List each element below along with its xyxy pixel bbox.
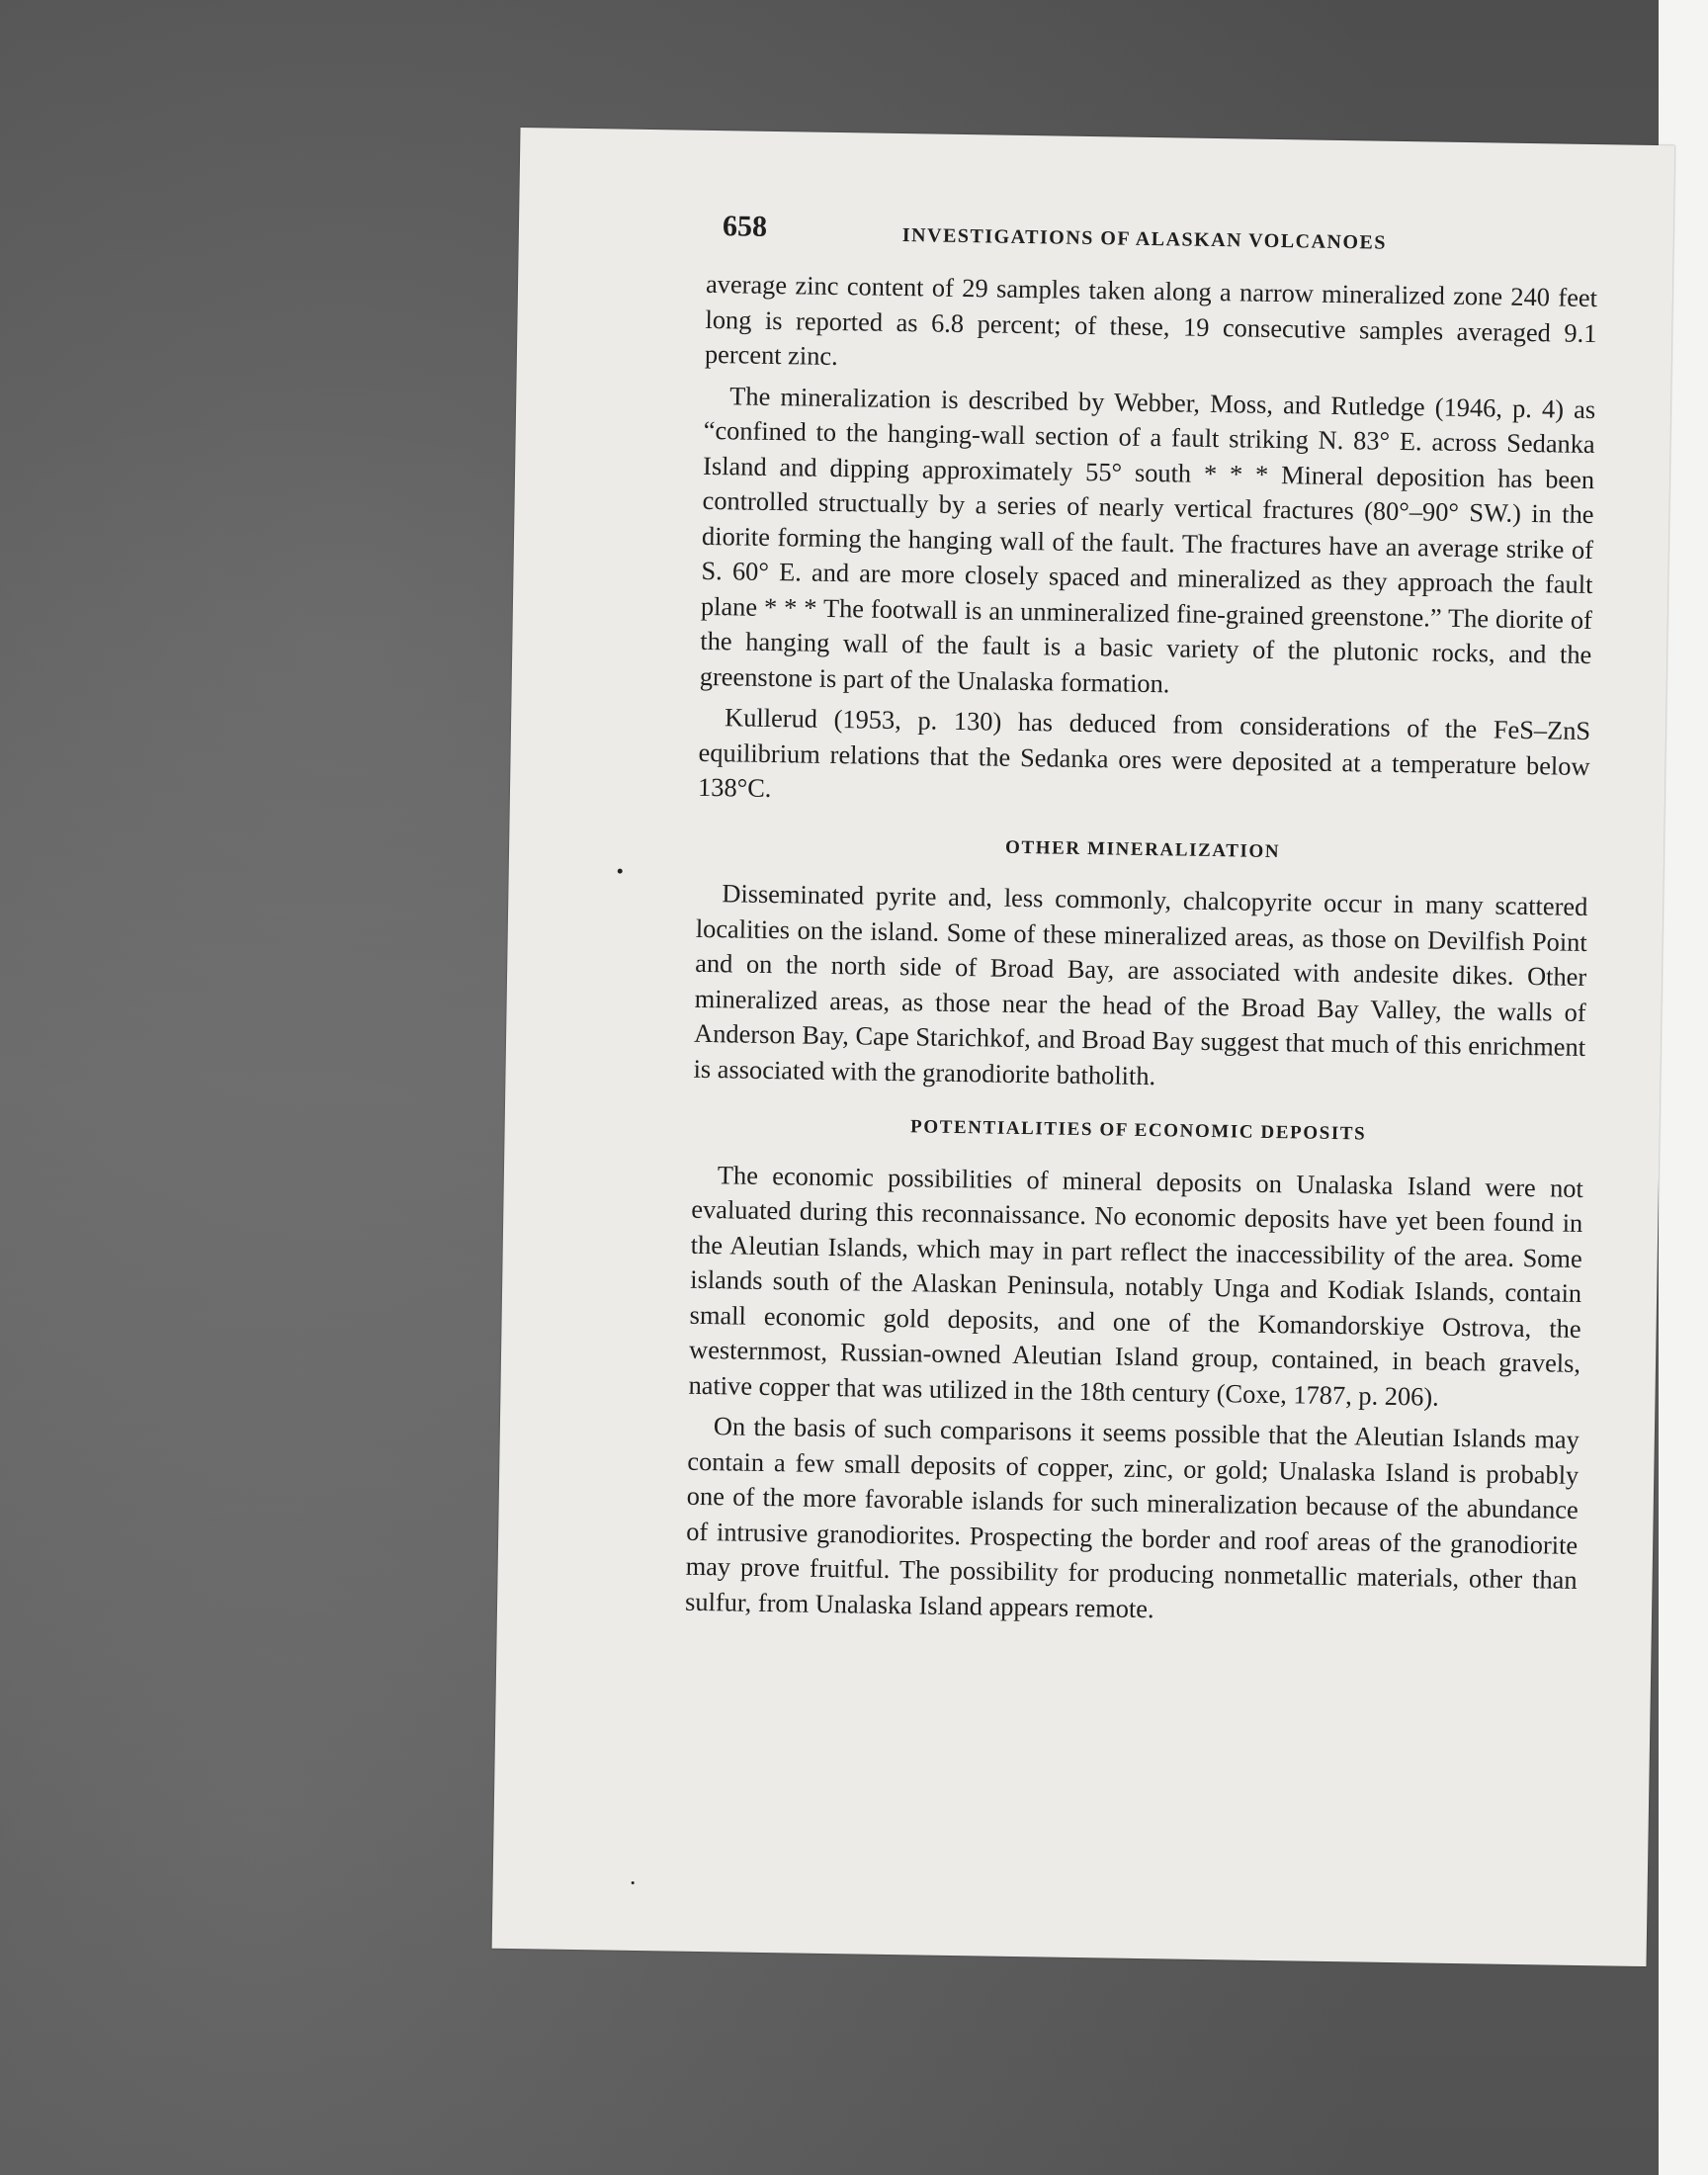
paragraph-economic-possibilities: The economic possibilities of mineral deposits on Unalaska Island were not evaluated during this reconnaissance. No economic deposits have yet been found in the Aleutian Islands, which may in part reflect the inaccessibility of the area. Some islands south of the Alaskan Peninsula, notably Unga and Kodiak Islands, contain small economic gold deposits, and one of the Komandorskiye Ostrova, the westernmost, Russian-owned Aleutian Island group, contained, in beach gravels, native copper that was utilized in the 18th century (Coxe, 1787, p. 206).: [688, 1159, 1584, 1412]
document-page: [492, 128, 1675, 1966]
paragraph-mineralization-description: The mineralization is described by Webber, Moss, and Rutledge (1946, p. 4) as “confined to the hanging-wall section of a fault striking N. 83° E. across Sedanka Island and dipping approximately 55° south * * * Mineral deposition has been controlled structually by a series of nearly vertical fractures (80°–90° SW.) in the diorite forming the hanging wall of the fault. The fractures have an average strike of S. 60° E. and are more closely spaced and mineralized as they approach the fault plane * * * The footwall is an unmineralized fine-grained greenstone.” The diorite of the hanging wall of the fault is a basic variety of the plutonic rocks, and the greenstone is part of the Unalaska formation.: [699, 380, 1596, 698]
paragraph-kullerud: Kullerud (1953, p. 130) has deduced from considerations of the FeS–ZnS equilibrium relations that the Sedanka ores were deposited at a temperature below 138°C.: [697, 702, 1591, 804]
scan-speck: [632, 1881, 635, 1884]
paragraph-zinc-content: average zinc content of 29 samples taken along a narrow mineralized zone 240 feet long is reported as 6.8 percent; of these, 19 consecutive samples averaged 9.1 percent zinc.: [704, 268, 1598, 372]
paragraph-comparisons: On the basis of such comparisons it seems possible that the Aleutian Islands may contain a few small deposits of copper, zinc, or gold; Unalaska Island is probably one of the more favorable islands for such mineralization because of the abundance of intrusive granodiorites. Prospecting the border and roof areas of the granodiorite may prove fruitful. The possibility for producing nonmetallic materials, other than sulfur, from Unalaska Island appears remote.: [684, 1411, 1580, 1623]
scan-speck: [618, 869, 623, 874]
page-header: [722, 210, 1454, 271]
heading-potentialities: POTENTIALITIES OF ECONOMIC DEPOSITS: [909, 1116, 1367, 1145]
body-text: [685, 267, 1597, 1633]
running-head: INVESTIGATIONS OF ALASKAN VOLCANOES: [901, 224, 1388, 254]
page-number: 658: [722, 210, 768, 243]
paragraph-other-mineralization: Disseminated pyrite and, less commonly, chalcopyrite occur in many scattered localities on the island. Some of these mineralized areas, as those on Devilfish Point and on the north side of Broad Bay, are associated with andesite dikes. Other mineralized areas, as those near the head of the Broad Bay Valley, the walls of Anderson Bay, Cape Starichkof, and Broad Bay suggest that much of this enrichment is associated with the granodiorite batholith.: [693, 878, 1588, 1090]
heading-other-mineralization: OTHER MINERALIZATION: [1004, 836, 1281, 862]
